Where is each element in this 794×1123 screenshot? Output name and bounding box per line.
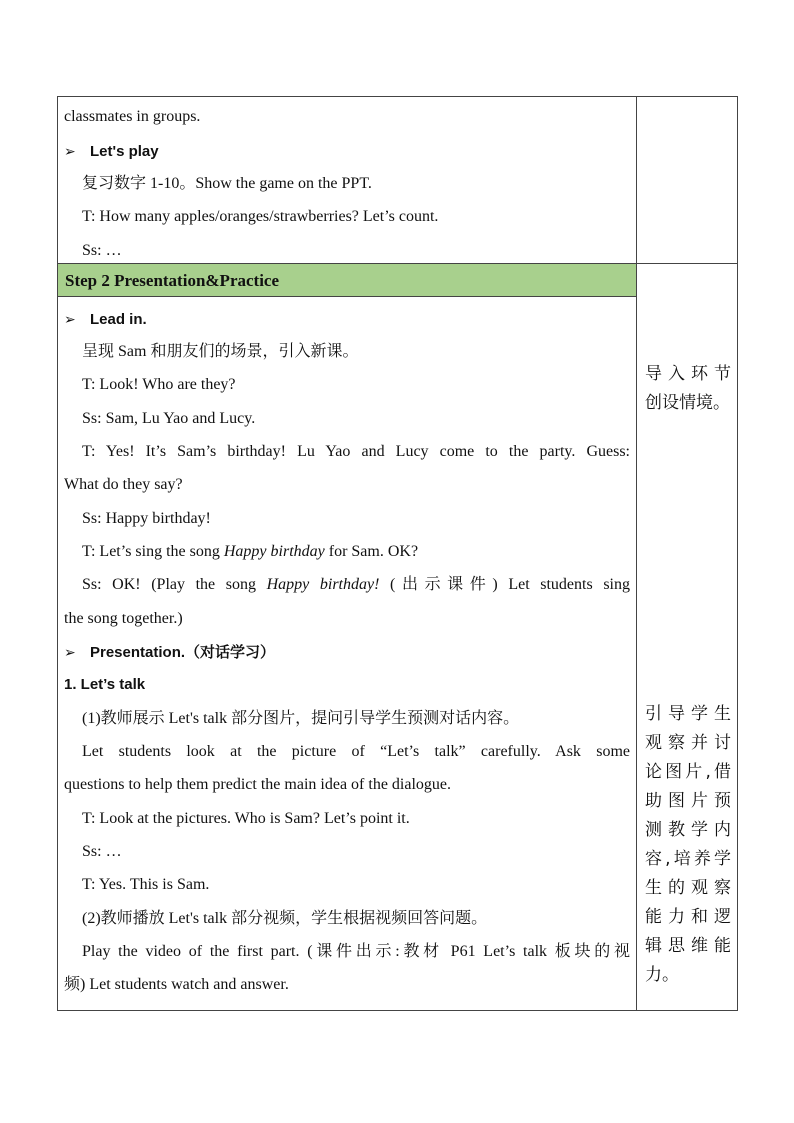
text-line: Ss: Happy birthday! — [82, 510, 211, 527]
text-line: T: Yes! It’s Sam’s birthday! Lu Yao and Lucy come to the party. Guess: — [82, 443, 630, 460]
text-line: Ss: … — [82, 242, 122, 259]
text-line: T: Look at the pictures. Who is Sam? Let’s point it. — [82, 810, 410, 827]
lets-talk-heading: 1. Let’s talk — [64, 676, 146, 693]
design-note-presentation: 引导学生 观察并讨 论图片,借 助图片预 测教学内 容,培养学 生的观察 能力和逻 辑思维能 力。 — [645, 704, 731, 985]
design-note-lead-in: 导入环节 创设情境。 — [645, 364, 731, 413]
text-line: 频) Let students watch and answer. — [64, 976, 289, 993]
song-title: Happy birthday! — [266, 576, 380, 593]
text-line: Ss: OK! (Play the song Happy birthday! (出示课件) Let students sing — [82, 576, 630, 593]
step2-title: Step 2 Presentation&Practice — [65, 271, 280, 290]
song-title: Happy birthday — [223, 543, 325, 560]
text-line: (2)教师播放 Let's talk 部分视频，学生根据视频回答问题。 — [82, 910, 488, 927]
presentation-heading: ➢ Presentation.（对话学习） — [64, 644, 276, 661]
lets-play-heading: ➢ Let's play — [64, 143, 159, 160]
text-line: T: How many apples/oranges/strawberries? Let’s count. — [82, 208, 439, 225]
step2-banner — [58, 264, 636, 297]
text-line: questions to help them predict the main idea of the dialogue. — [64, 776, 452, 793]
arrowhead-icon: ➢ — [64, 644, 76, 660]
arrowhead-icon: ➢ — [64, 143, 76, 159]
lead-in-heading: ➢ Lead in. — [64, 311, 147, 328]
text-line: Ss: … — [82, 843, 122, 860]
text-line: Let students look at the picture of “Let’s talk” carefully. Ask some — [82, 743, 630, 760]
text-line: (1)教师展示 Let's talk 部分图片，提问引导学生预测对话内容。 — [82, 710, 520, 727]
text-line: T: Let’s sing the song Happy birthday for Sam. OK? — [82, 543, 419, 560]
text-line: T: Yes. This is Sam. — [82, 876, 210, 893]
text-line: Play the video of the first part. (课件出示:教材 P61 Let’s talk 板块的视 — [82, 943, 630, 960]
column-divider — [636, 97, 637, 1010]
text-line: 呈现 Sam 和朋友们的场景，引入新课。 — [82, 343, 359, 360]
text-line: the song together.) — [64, 610, 183, 627]
text-line: classmates in groups. — [64, 108, 201, 125]
arrowhead-icon: ➢ — [64, 311, 76, 327]
text-line: 复习数字 1-10。Show the game on the PPT. — [82, 175, 372, 192]
text-line: What do they say? — [64, 476, 183, 493]
text-line: T: Look! Who are they? — [82, 376, 236, 393]
text-line: Ss: Sam, Lu Yao and Lucy. — [82, 410, 256, 427]
